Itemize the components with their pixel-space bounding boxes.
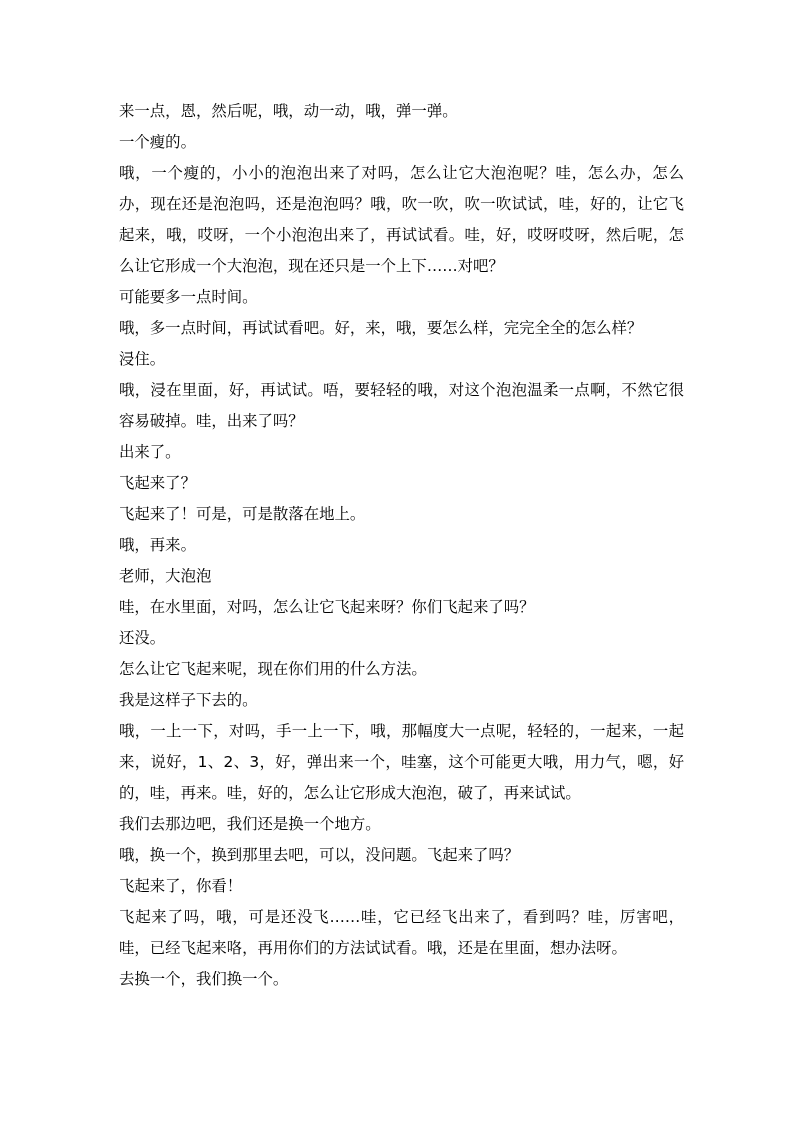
paragraph-18: 我们去那边吧，我们还是换一个地方。 (119, 815, 381, 833)
paragraph-10: 飞起来了！可是，可是散落在地上。 (119, 505, 366, 523)
paragraph-19: 哦，换一个，换到那里去吧，可以，没问题。飞起来了吗？ (119, 846, 520, 864)
paragraph-16: 我是这样子下去的。 (119, 691, 258, 709)
paragraph-13: 哇，在水里面，对吗，怎么让它飞起来呀？你们飞起来了吗？ (119, 598, 535, 616)
paragraph-22: 去换一个，我们换一个。 (119, 970, 289, 988)
paragraph-15: 怎么让它飞起来呢，现在你们用的什么方法。 (119, 660, 427, 678)
paragraph-4: 可能要多一点时间。 (119, 288, 258, 306)
paragraph-9: 飞起来了？ (119, 474, 196, 492)
paragraph-12: 老师，大泡泡 (119, 567, 212, 585)
paragraph-6: 浸住。 (119, 350, 166, 368)
paragraph-8: 出来了。 (119, 443, 181, 461)
paragraph-17: 哦，一上一下，对吗，手一上一下，哦，那幅度大一点呢，轻轻的，一起来，一起来，说好，1、2、3，好，弹出来一个，哇塞，这个可能更大哦，用力气，嗯，好的，哇，再来。哇，好的，怎么让它形成大泡泡，破了，再来试试。 (119, 722, 684, 802)
paragraph-1: 来一点，恩，然后呢，哦，动一动，哦，弹一弹。 (119, 102, 458, 120)
paragraph-11: 哦，再来。 (119, 536, 196, 554)
paragraph-20: 飞起来了，你看！ (119, 877, 243, 895)
transcript-body (119, 96, 684, 995)
paragraph-5: 哦，多一点时间，再试试看吧。好，来，哦，要怎么样，完完全全的怎么样？ (119, 319, 643, 337)
paragraph-14: 还没。 (119, 629, 166, 647)
paragraph-2: 一个瘦的。 (119, 133, 196, 151)
paragraph-3: 哦，一个瘦的，小小的泡泡出来了对吗，怎么让它大泡泡呢？哇，怎么办，怎么办，现在还是泡泡吗，还是泡泡吗？哦，吹一吹，吹一吹试试，哇，好的，让它飞起来，哦，哎呀，一个小泡泡出来了，再试试看。哇，好，哎呀哎呀，然后呢，怎么让它形成一个大泡泡，现在还只是一个上下……对吧？ (119, 164, 684, 275)
paragraph-7: 哦，浸在里面，好，再试试。唔，要轻轻的哦，对这个泡泡温柔一点啊，不然它很容易破掉。哇，出来了吗？ (119, 381, 684, 430)
paragraph-21: 飞起来了吗，哦，可是还没飞……哇，它已经飞出来了，看到吗？哇，厉害吧，哇，已经飞起来咯，再用你们的方法试试看。哦，还是在里面，想办法呀。 (119, 908, 684, 957)
